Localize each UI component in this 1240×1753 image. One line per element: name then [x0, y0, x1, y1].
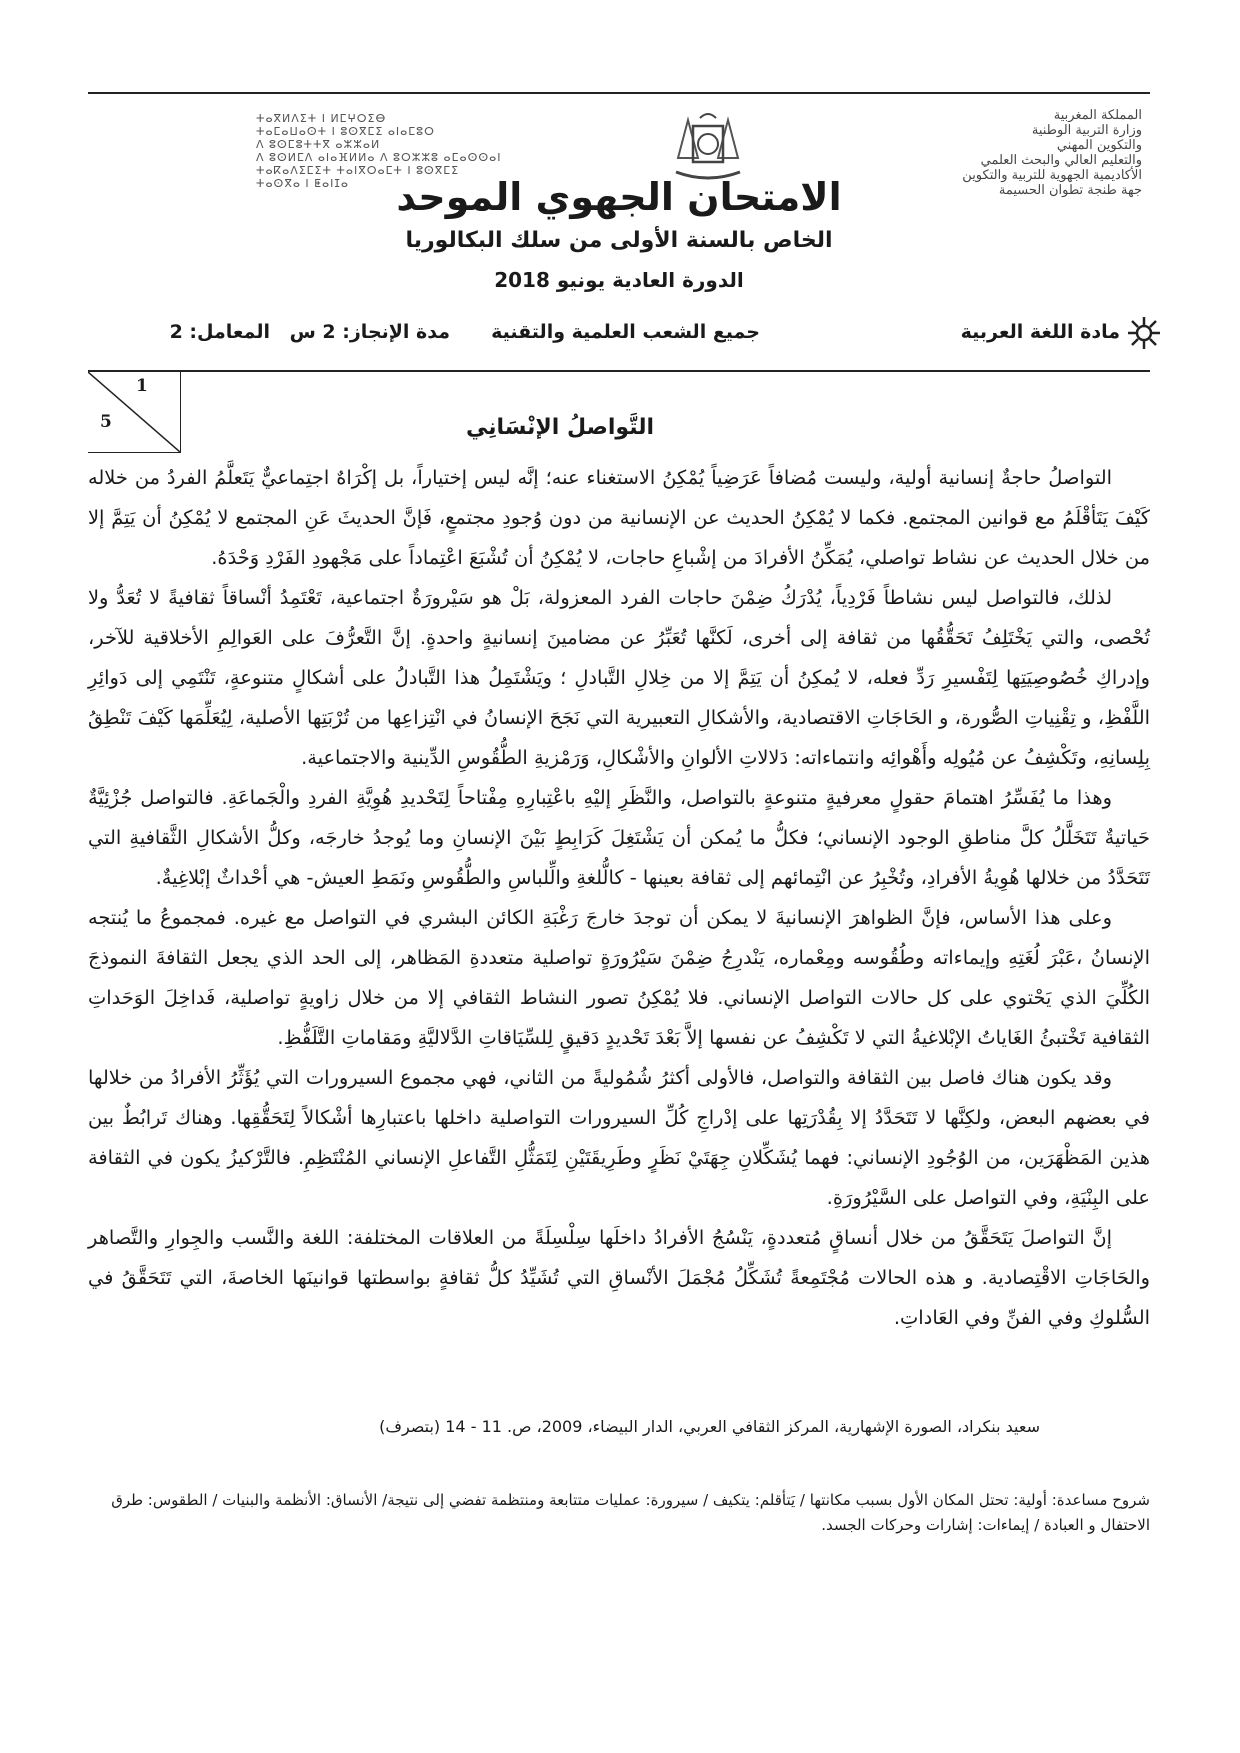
- exam-subtitle: الخاص بالسنة الأولى من سلك البكالوريا: [405, 228, 833, 253]
- gear-icon: [1126, 315, 1162, 351]
- ministry-tifinagh-line: ⴷ ⵓⵙⵍⵎⴷ ⴰⵏⴰⴼⵍⵍⴰ ⴷ ⵓⵔⵣⵣⵓ ⴰⵎⴰⵙⵙⴰⵏ: [256, 151, 502, 164]
- ministry-tifinagh-line: ⵜⴰⴳⵍⴷⵉⵜ ⵏ ⵍⵎⵖⵔⵉⴱ: [256, 112, 387, 125]
- ministry-line: والتعليم العالي والبحث العلمي: [980, 153, 1142, 168]
- subject-label: مادة اللغة العربية: [960, 321, 1120, 343]
- ministry-tifinagh-line: ⵜⴰⵎⴰⵡⴰⵙⵜ ⵏ ⵓⵙⴳⵎⵉ ⴰⵏⴰⵎⵓⵔ: [256, 125, 435, 138]
- exam-text: [88, 458, 1150, 1338]
- paragraph: وقد يكون هناك فاصل بين الثقافة والتواصل، فالأولى أكثرُ شُمُوليةً من الثاني، فهي مجموع السيرورات التي يُؤَثِّرُ الأفرادُ من خلالها في بعضهم البعض، ولكِنَّها لا تَتَحَدَّدُ إلا بِقُدْرَتِها على إدْراجِ كُلِّ السيرورات التواصلية داخلها باعتبارِها أشْكالاً لِتَحَقُّقِها. وهناك تَرابُطٌ بين هذين المَظْهَرَين، من الوُجُودِ الإنساني: فهما يُشَكِّلانِ جِهَتَيْ نَظَرٍ وطَرِيقَتَيْنِ لِتَمَثُّلِ التَّفاعلِ الإنساني المُنْتَظِمِ. فالتَّرْكيزُ يكون في الثقافة على البِنْيَةِ، وفي التواصل على السَّيْرُورَةِ.: [88, 1066, 1150, 1209]
- ministry-line: جهة طنجة تطوان الحسيمة: [998, 183, 1142, 198]
- tracks-label: جميع الشعب العلمية والتقنية: [491, 321, 760, 343]
- duration-label: مدة الإنجاز: 2 س: [289, 321, 450, 343]
- exam-title: الامتحان الجهوي الموحد: [396, 175, 842, 219]
- header-divider: [88, 370, 1150, 372]
- page-number-box: [88, 372, 181, 453]
- helper-notes: شروح مساعدة: أولية: تحتل المكان الأول بسبب مكانتها / يَتأقلم: يتكيف / سيرورة: عمليات متتابعة ومنتظمة تفضي إلى نتيجة/ الأنساق: الأنظمة والبنيات / الطقوس: طرق الاحتفال و العبادة / إيماءات: إشارات وحركات الجسد.: [111, 1491, 1150, 1534]
- paragraph: إنَّ التواصلَ يَتَحَقَّقُ من خلال أنساقٍ مُتعددةٍ، يَنْسُجُ الأفرادُ داخلَها سِلْسِلَةً من العلاقات المختلفة: اللغة والنَّسب والجِوارِ والتَّصاهر والحَاجَاتِ الاقْتِصادية. و هذه الحالات مُجْتَمِعةً تُشَكِّلُ مُجْمَلَ الأنْساقِ التي تُشَيِّدُ كلُّ ثقافةٍ بواسطتها قوانينَها الخاصةَ، التي تَتَحَقَّقُ في السُّلوكِ وفي الفنِّ وفي العَاداتِ.: [88, 1226, 1150, 1329]
- ministry-line: المملكة المغربية: [1053, 108, 1142, 123]
- ministry-tifinagh-line: ⵜⴰⴽⴰⴷⵉⵎⵉⵜ ⵜⴰⵏⴳⵔⴰⵎⵜ ⵏ ⵓⵙⴳⵎⵉ: [256, 164, 460, 177]
- source-citation: سعيد بنكراد، الصورة الإشهارية، المركز الثقافي العربي، الدار البيضاء، 2009، ص. 11 - 14 (بتصرف): [379, 1417, 1040, 1436]
- paragraph: لذلك، فالتواصل ليس نشاطاً فَرْدِياً، يُدْرَكُ ضِمْنَ حاجات الفرد المعزولة، بَلْ هو سَيْرورَةٌ اجتماعية، تَعْتَمِدُ أنْساقاً ثقافيةً لا تُعَدُّ ولا تُحْصى، والتي يَخْتَلِفُ تَحَقُّقُها من ثقافة إلى أخرى، لَكنَّها تُعَبِّرُ عن مضامينَ إنسانيةٍ واحدةٍ. إنَّ التَّعرُّفَ على العَوالِمِ الأخلاقية للآخر، وإدراكِ خُصُوصِيَتِها لِتَفْسيرِ رَدِّ فعله، لا يُمكِنُ أن يَتِمَّ إلا من خِلالِ التَّبادلِ ؛ ويَشْتَمِلُ هذا التَّبادلُ على أشكالٍ متنوعةٍ، تَنْتَمِي إلى دَوائِرِ اللَّفْظِ، و تِقْنِياتِ الصُّورة، و الحَاجَاتِ الاقتصادية، والأشكالِ التعبيرية التي نَجَحَ الإنسانُ في انْتِزاعِها من تُرْبَتِها الأصلية، لِيُعَلِّمَها كَيْفَ تَنْطِقُ بِلِسانِهِ، وتَكْشِفُ عن مُيُولِه وأَهْوائِه وانتماءاته: دَلالاتِ الألوانِ والأشْكالِ، وَرَمْزيةِ الطُّقُوسِ الدِّينية والاجتماعية.: [88, 586, 1150, 769]
- ministry-line: وزارة التربية الوطنية: [1031, 123, 1142, 138]
- ministry-line: والتكوين المهني: [1056, 138, 1142, 153]
- ministry-tifinagh-line: ⴷ ⵓⵙⵎⵓⵜⵜⴳ ⴰⵣⵣⴰⵍ: [256, 138, 381, 151]
- exam-session: الدورة العادية يونيو 2018: [494, 268, 744, 292]
- page-total: 5: [100, 412, 112, 432]
- paragraph: وهذا ما يُفَسِّرُ اهتمامَ حقولٍ معرفيةٍ متنوعةٍ بالتواصل، والنَّظَرِ إليْهِ باعْتِبارِهِ مِفْتاحاً لِتَحْديدِ هُوِيَّةِ الفردِ والْجَماعَةِ. فالتواصل جُزْئِيَّةٌ حَياتيةٌ تَتَخَلَّلُ كلَّ مناطقِ الوجود الإنساني؛ فكلُّ ما يُمكن أن يَشْتَغِلَ كَرَابِطٍ بَيْنَ الإنسانِ وما يُوجدُ خارجَه، وكلُّ الأشكالِ الثَّقافيةِ التي تَتَحَدَّدُ من خلالها هُوِيةُ الأفرادِ، وتُخْبِرُ عن انْتِمائهم إلى ثقافة بعينها - كالُّلغةِ والِّلباسِ والطُّقُوسِ ونَمَطِ العيش- هي أحْداثٌ إبْلاغِيةٌ.: [88, 786, 1150, 889]
- ministry-line: الأكاديمية الجهوية للتربية والتكوين: [962, 168, 1142, 183]
- page-current: 1: [136, 376, 148, 396]
- coefficient-label: المعامل: 2: [169, 321, 270, 343]
- text-title: التَّواصلُ الإنْسَانِي: [465, 415, 655, 440]
- paragraph: التواصلُ حاجةٌ إنسانية أولية، وليست مُضافاً عَرَضِياً يُمْكِنُ الاستغناء عنه؛ إنَّه ليس إختياراً، بل إكْرَاهٌ اجتِماعيٌّ يَتَعلَّمُ الفردُ من خلاله كَيْفَ يَتَأقْلَمُ مع قوانين المجتمع. فكما لا يُمْكِنُ الحديث عن الإنسانية من دون وُجودِ مجتمعٍ، فَإنَّ الحديثَ عَنِ المجتمع لا يُمْكِنُ أن يَتِمَّ إلا من خلال الحديث عن نشاط تواصلي، يُمَكِّنُ الأفرادَ من إشْباعِ حاجات، لا يُمْكِنُ أن تُشْبَعَ اعْتِماداً على مَجْهودِ الفَرْدِ وَحْدَهُ.: [88, 466, 1150, 569]
- paragraph: وعلى هذا الأساس، فإنَّ الظواهرَ الإنسانيةَ لا يمكن أن توجدَ خارجَ رَغْبَةِ الكائن البشري في التواصل مع غيره. فمجموعُ ما يُنتجه الإنسانُ ،عَبْرَ لُغَتِهِ وإيماءاته وطُقُوسه ومِعْماره، يَنْدرِجُ ضِمْنَ سَيْرُورَةٍ تواصلية متعددةِ المَظاهر، إلى الحد الذي يجعل الثقافةَ النموذجَ الكُلِّيَ الذي يَحْتوي على كل حالات التواصل الإنساني. فلا يُمْكِنُ تصور النشاط الثقافي إلا من خلال زاويةٍ تواصلية، فَداخِلَ الوَحَداتِ الثقافية تَخْتبئُ الغَاياتُ الإبْلاغيةُ التي لا تَكْشِفُ عن نفسها إلاَّ بَعْدَ تَحْديدٍ دَقيقٍ لِلسِّيَاقاتِ الدَّلاليَّةِ ومَقاماتِ التَّلَفُّظِ.: [88, 906, 1150, 1049]
- exam-header: [88, 100, 1150, 370]
- ministry-tifinagh-line: ⵜⴰⵙⴳⴰ ⵏ ⵟⴰⵏⵊⴰ: [256, 177, 350, 190]
- exam-info-row: [88, 315, 1150, 355]
